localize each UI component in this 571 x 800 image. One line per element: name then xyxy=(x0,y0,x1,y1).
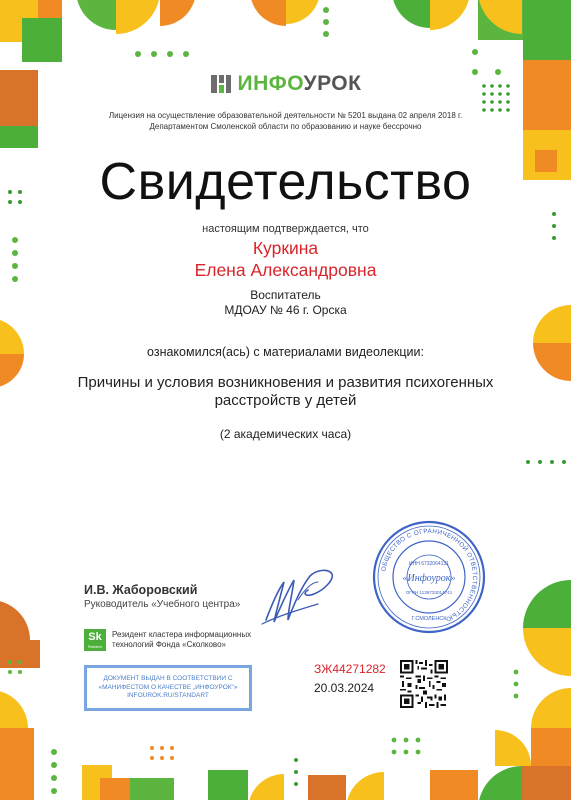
notice-line-1: ДОКУМЕНТ ВЫДАН В СООТВЕТСТВИИ С xyxy=(103,675,233,682)
license-text xyxy=(0,110,571,132)
document-date: 20.03.2024 xyxy=(314,681,375,695)
certificate-title: Свидетельство xyxy=(99,153,472,211)
notice-line-3: INFOUROK.RU/STANDART xyxy=(127,692,209,699)
organization-name: МДОАУ № 46 г. Орска xyxy=(224,303,347,317)
license-line-1: Лицензия на осуществление образовательной деятельности № 5201 выдана 02 апреля 2018 г. xyxy=(108,111,463,120)
qr-code-icon xyxy=(400,660,448,708)
recipient-name xyxy=(0,237,571,281)
skolkovo-logo: Sk Resident xyxy=(84,629,106,651)
recipient-position xyxy=(0,288,571,318)
quality-manifest-notice xyxy=(84,665,252,711)
recipient-surname: Куркина xyxy=(252,238,319,258)
stamp-inn: ИНН 6732064131 xyxy=(408,561,450,567)
signature-image xyxy=(258,560,348,634)
notice-line-2: «МАНИФЕСТОМ О КАЧЕСТВЕ „ИНФОУРОК"» xyxy=(98,683,238,691)
confirm-text: настоящим подтверждается, что xyxy=(202,223,369,235)
stamp-city: Г.СМОЛЕНСК xyxy=(411,616,447,622)
position-title: Воспитатель xyxy=(250,288,321,302)
skolkovo-text xyxy=(112,630,252,650)
skolkovo-line-1: Резидент кластера информационных xyxy=(112,630,252,639)
infourok-logo xyxy=(0,68,571,100)
official-stamp xyxy=(372,520,486,634)
acquainted-text: ознакомился(ась) с материалами видеолекции: xyxy=(147,345,424,359)
stamp-ring-text: ОБЩЕСТВО С ОГРАНИЧЕННОЙ ОТВЕТСТВЕННОСТЬЮ xyxy=(380,527,479,623)
stamp-center: «Инфоурок» xyxy=(402,573,456,584)
course-hours: (2 академических часа) xyxy=(219,427,352,441)
stamp-ogrn: ОГРН 1136733014741 xyxy=(405,590,453,595)
signer-role: Руководитель «Учебного центра» xyxy=(84,599,241,610)
logo-wordmark: ИНФОУРОК xyxy=(237,72,362,95)
document-number: ЗЖ44271282 xyxy=(314,662,386,676)
license-line-2: Департаментом Смоленской области по образованию и науке бессрочно xyxy=(149,122,422,131)
signer-name: И.В. Жаборовский xyxy=(84,583,198,597)
course-title-line-2: расстройств у детей xyxy=(214,392,357,409)
skolkovo-line-2: технологий Фонда «Сколково» xyxy=(112,640,226,649)
course-title xyxy=(0,374,571,410)
recipient-given-names: Елена Александровна xyxy=(194,260,377,280)
logo-mark-icon xyxy=(210,73,232,95)
course-title-line-1: Причины и условия возникновения и развития психогенных xyxy=(77,374,494,391)
